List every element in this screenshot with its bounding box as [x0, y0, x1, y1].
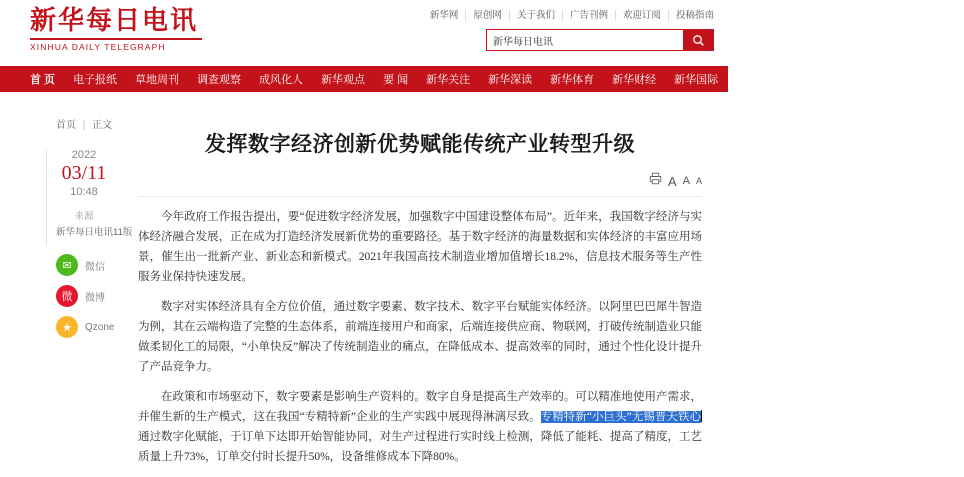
top-link-1[interactable]: 原创网 [466, 10, 510, 21]
page-title: 发挥数字经济创新优势赋能传统产业转型升级 [205, 132, 635, 156]
paragraph3-lead: 在政策和市场驱动下，数字要素是影响生产资料的。数字自身是提高生产效率的。可以精准地使用产需求，并催生新的生产模式，这在我国“专精特新”企业的生产实践中展现得淋漓尽致。 [138, 391, 702, 423]
nav-item-kantianxia[interactable]: 看天下 [922, 74, 956, 86]
article-sidebar [0, 98, 133, 477]
font-size-large-button[interactable]: A [667, 173, 677, 189]
top-link-2[interactable]: 关于我们 [510, 10, 563, 21]
paragraph3-tail: 通过数字化赋能，于订单下达即开始智能协同，对生产过程进行实时线上检测，降低了能耗、提高了精度，工艺质量上升73%，订单交付时长提升50%，设备维修成本下降80%。 [138, 431, 702, 463]
publish-time: 10:48 [70, 186, 98, 198]
breadcrumb-separator: | [82, 120, 86, 131]
nav-item-chengfeng[interactable]: 成风化人 [259, 74, 304, 86]
top-link-4[interactable]: 欢迎订阅 [616, 10, 669, 21]
share-qzone-label: Qzone [85, 321, 115, 333]
breadcrumb-current: 正文 [92, 120, 113, 131]
selected-text[interactable]: 专精特新“小巨头”无锡普天铁心 [540, 411, 701, 423]
source-label: 来源 [74, 211, 94, 222]
font-size-medium-button[interactable]: A [682, 175, 690, 187]
wechat-icon: ✉ [56, 254, 78, 276]
article-toolbar [138, 172, 702, 197]
top-link-3[interactable]: 广告刊例 [563, 10, 616, 21]
nav-item-epaper[interactable]: 电子报纸 [73, 74, 118, 86]
search-box [486, 29, 714, 51]
share-wechat[interactable] [56, 254, 128, 276]
weibo-icon: 微 [56, 285, 78, 307]
nav-item-investigate[interactable]: 调查观察 [197, 74, 242, 86]
search-button[interactable] [683, 30, 713, 50]
share-list [56, 254, 128, 338]
nav-item-headline[interactable]: 要 闻 [383, 74, 409, 86]
site-header [0, 0, 728, 66]
logo-divider [30, 38, 202, 40]
qzone-icon: ★ [56, 316, 78, 338]
search-icon [692, 34, 705, 47]
nav-item-media[interactable]: 新华融媒 [736, 74, 781, 86]
publish-year: 2022 [71, 149, 97, 161]
text-caret [701, 410, 702, 422]
nav-item-home[interactable]: 首 页 [30, 74, 56, 86]
site-logo[interactable] [30, 6, 202, 52]
search-input[interactable] [487, 30, 683, 50]
share-weibo[interactable] [56, 285, 128, 307]
article-paragraph-3 [138, 387, 702, 467]
header-right [423, 10, 714, 51]
nav-item-caodi[interactable]: 草地周刊 [135, 74, 180, 86]
breadcrumb-home[interactable]: 首页 [56, 120, 76, 131]
top-link-5[interactable]: 投稿指南 [675, 10, 714, 21]
publish-meta [56, 149, 133, 238]
article-paragraph-1: 今年政府工作报告提出，要“促进数字经济发展，加强数字中国建设整体布局”。近年来，我国数字经济与实体经济融合发展，正在成为打造经济发展新优势的重要路径。基于数字经济的海量数据和实体经济的丰富应用场景，催生出一批新产业、新业态和新模式。2021年我国高技术制造业增加值增长18.2%，信息技术服务等生产性服务业保持快速发展。 [138, 211, 702, 283]
share-wechat-label: 微信 [85, 261, 105, 273]
nav-item-specials[interactable]: 精彩专题 [798, 74, 843, 86]
article-main [128, 98, 728, 477]
nav-item-finance[interactable]: 新华财经 [612, 74, 657, 86]
article-paragraph-2: 数字对实体经济具有全方位价值，通过数字要素、数字技术、数字平台赋能实体经济。以阿里巴巴犀牛智造为例，其在云端构造了完整的生态体系，前端连接用户和商家，后端连接供应商、物联网，打破传统制造业只能做柔韧化工的局限，“小单快反”解决了传统制造业的痛点，在降低成本、提高效率的同时，通过个性化设计提升了产品竞争力。 [138, 301, 702, 373]
share-weibo-label: 微博 [85, 292, 105, 304]
nav-item-health[interactable]: 医卫健康 [860, 74, 905, 86]
print-button[interactable] [649, 172, 662, 190]
font-size-small-button[interactable]: A [695, 176, 702, 186]
nav-item-focus[interactable]: 新华关注 [426, 74, 471, 86]
share-qzone[interactable] [56, 316, 128, 338]
nav-item-world[interactable]: 新华国际 [674, 74, 719, 86]
nav-item-deepread[interactable]: 新华深读 [488, 74, 533, 86]
logo-title-cn: 新华每日电讯 [30, 6, 199, 35]
breadcrumb [56, 116, 128, 131]
nav-item-sports[interactable]: 新华体育 [550, 74, 595, 86]
article-body [138, 197, 702, 467]
main-nav [0, 66, 956, 92]
top-link-list [423, 10, 714, 21]
printer-icon [649, 172, 662, 185]
page-content [0, 92, 728, 477]
nav-item-viewpoint[interactable]: 新华观点 [321, 74, 366, 86]
source-name: 新华每日电讯11版 [56, 227, 133, 238]
publish-monthday: 03/11 [61, 162, 107, 184]
logo-title-en: XINHUA DAILY TELEGRAPH [30, 41, 166, 52]
top-link-0[interactable]: 新华网 [423, 10, 467, 21]
